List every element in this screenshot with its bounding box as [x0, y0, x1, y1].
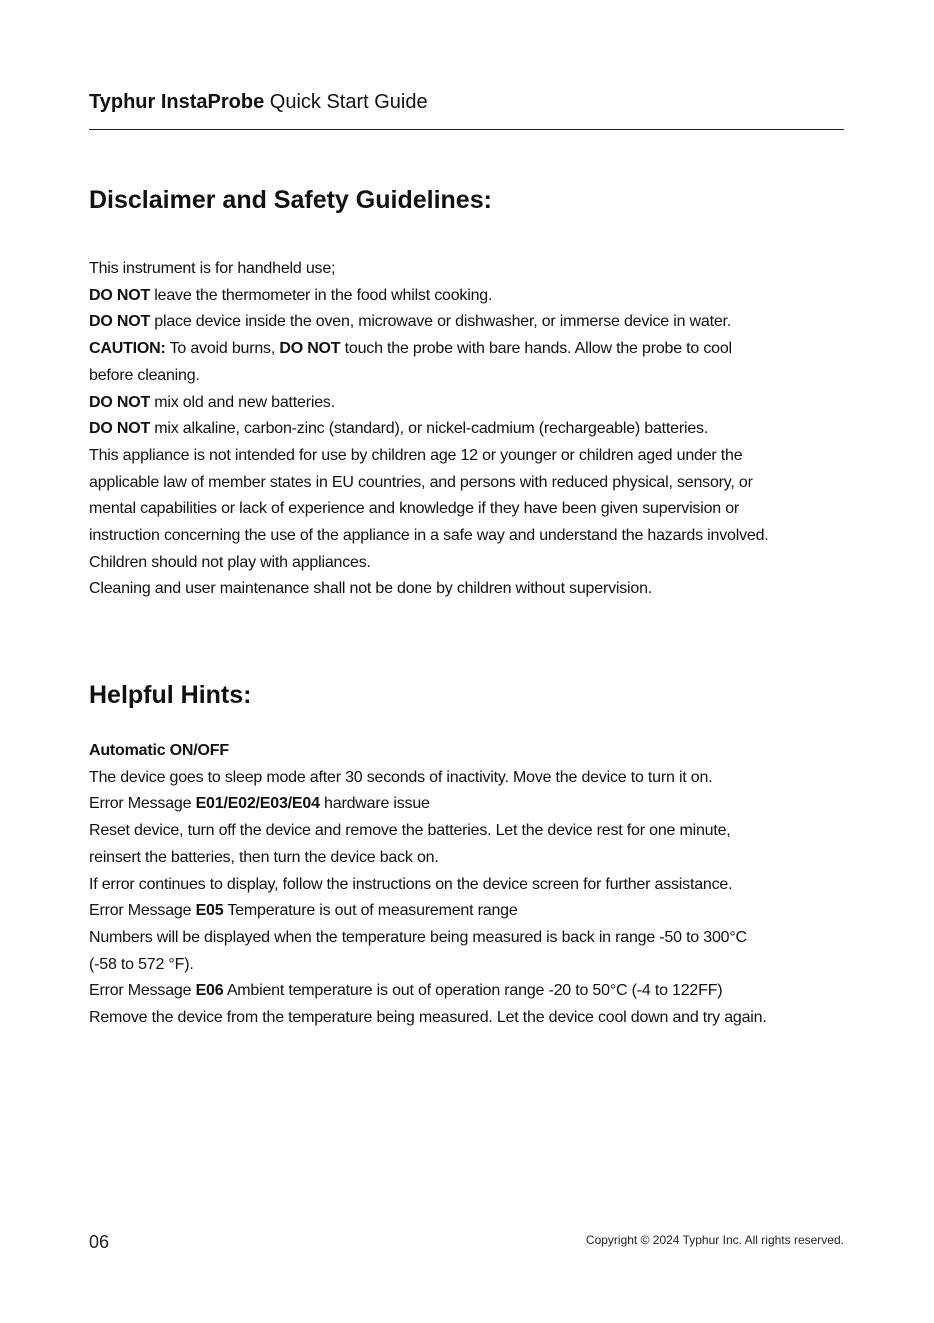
disclaimer-line-7-text: mix alkaline, carbon-zinc (standard), or nickel-cadmium (rechargeable) batteries. [150, 420, 709, 438]
disclaimer-line-13: Cleaning and user maintenance shall not be done by children without supervision. [89, 580, 653, 598]
disclaimer-line-1: This instrument is for handheld use; [89, 260, 336, 277]
disclaimer-line-10: mental capabilities or lack of experience and knowledge if they have been given supervision or [89, 500, 740, 518]
hints-line-2 [89, 791, 849, 818]
error-message-label: Error Message [89, 795, 196, 813]
hints-line-10: Remove the device from the temperature being measured. Let the device cool down and try again. [89, 1009, 767, 1027]
disclaimer-line-11: instruction concerning the use of the appliance in a safe way and understand the hazards involved. [89, 527, 769, 545]
error-description: Temperature is out of measurement range [223, 902, 518, 920]
caution-keyword: CAUTION: [89, 340, 166, 358]
disclaimer-line-8: This appliance is not intended for use by children age 12 or younger or children aged under the [89, 446, 743, 464]
disclaimer-line-7 [89, 416, 849, 443]
disclaimer-line-9: applicable law of member states in EU countries, and persons with reduced physical, sensory, or [89, 473, 753, 491]
error-message-label: Error Message [89, 982, 196, 1000]
header-divider [89, 129, 844, 130]
hints-line-5: If error continues to display, follow the instructions on the device screen for further assistance. [89, 875, 733, 893]
disclaimer-line-5: before cleaning. [89, 366, 200, 384]
error-code: E01/E02/E03/E04 [195, 795, 320, 813]
do-not-keyword: DO NOT [89, 286, 151, 304]
disclaimer-line-2-text: leave the thermometer in the food whilst cooking. [150, 286, 493, 304]
hints-subheading [89, 738, 849, 765]
do-not-keyword: DO NOT [89, 393, 151, 411]
error-code: E05 [195, 902, 224, 920]
disclaimer-line-4 [89, 336, 849, 363]
disclaimer-line-6 [89, 390, 849, 417]
disclaimer-line-3-text: place device inside the oven, microwave or dishwasher, or immerse device in water. [150, 313, 732, 331]
error-message-label: Error Message [89, 902, 196, 920]
error-description: hardware issue [319, 795, 430, 813]
hints-line-4: reinsert the batteries, then turn the device back on. [89, 848, 439, 866]
hints-line-7: Numbers will be displayed when the temperature being measured is back in range -50 to 300°C [89, 928, 747, 946]
disclaimer-line-3 [89, 309, 849, 336]
copyright-notice: Copyright © 2024 Typhur Inc. All rights reserved. [585, 1233, 844, 1247]
error-description: Ambient temperature is out of operation range -20 to 50°C (-4 to 122FF) [223, 982, 723, 1000]
error-code: E06 [195, 982, 224, 1000]
hints-line-1: The device goes to sleep mode after 30 seconds of inactivity. Move the device to turn it on. [89, 768, 713, 786]
page-header [89, 89, 428, 115]
page-number: 06 [89, 1232, 110, 1252]
hints-body [89, 738, 849, 1032]
disclaimer-body [89, 256, 849, 603]
header-title: Quick Start Guide [264, 91, 428, 113]
disclaimer-line-2 [89, 283, 849, 310]
do-not-keyword: DO NOT [89, 420, 151, 438]
hints-line-9 [89, 978, 849, 1005]
disclaimer-title: Disclaimer and Safety Guidelines: [89, 186, 492, 214]
do-not-keyword: DO NOT [279, 340, 341, 358]
hints-line-6 [89, 898, 849, 925]
hints-title: Helpful Hints: [89, 681, 252, 709]
disclaimer-line-6-text: mix old and new batteries. [150, 393, 335, 411]
header-brand: Typhur InstaProbe [89, 91, 265, 113]
hints-line-3: Reset device, turn off the device and remove the batteries. Let the device rest for one minute, [89, 822, 731, 840]
disclaimer-line-12: Children should not play with appliances. [89, 553, 371, 571]
disclaimer-line-4-text-a: To avoid burns, [165, 340, 280, 358]
hints-line-8: (-58 to 572 °F). [89, 955, 194, 973]
auto-on-off-heading: Automatic ON/OFF [89, 742, 229, 759]
disclaimer-line-4-text-b: touch the probe with bare hands. Allow the probe to cool [340, 340, 732, 358]
do-not-keyword: DO NOT [89, 313, 151, 331]
